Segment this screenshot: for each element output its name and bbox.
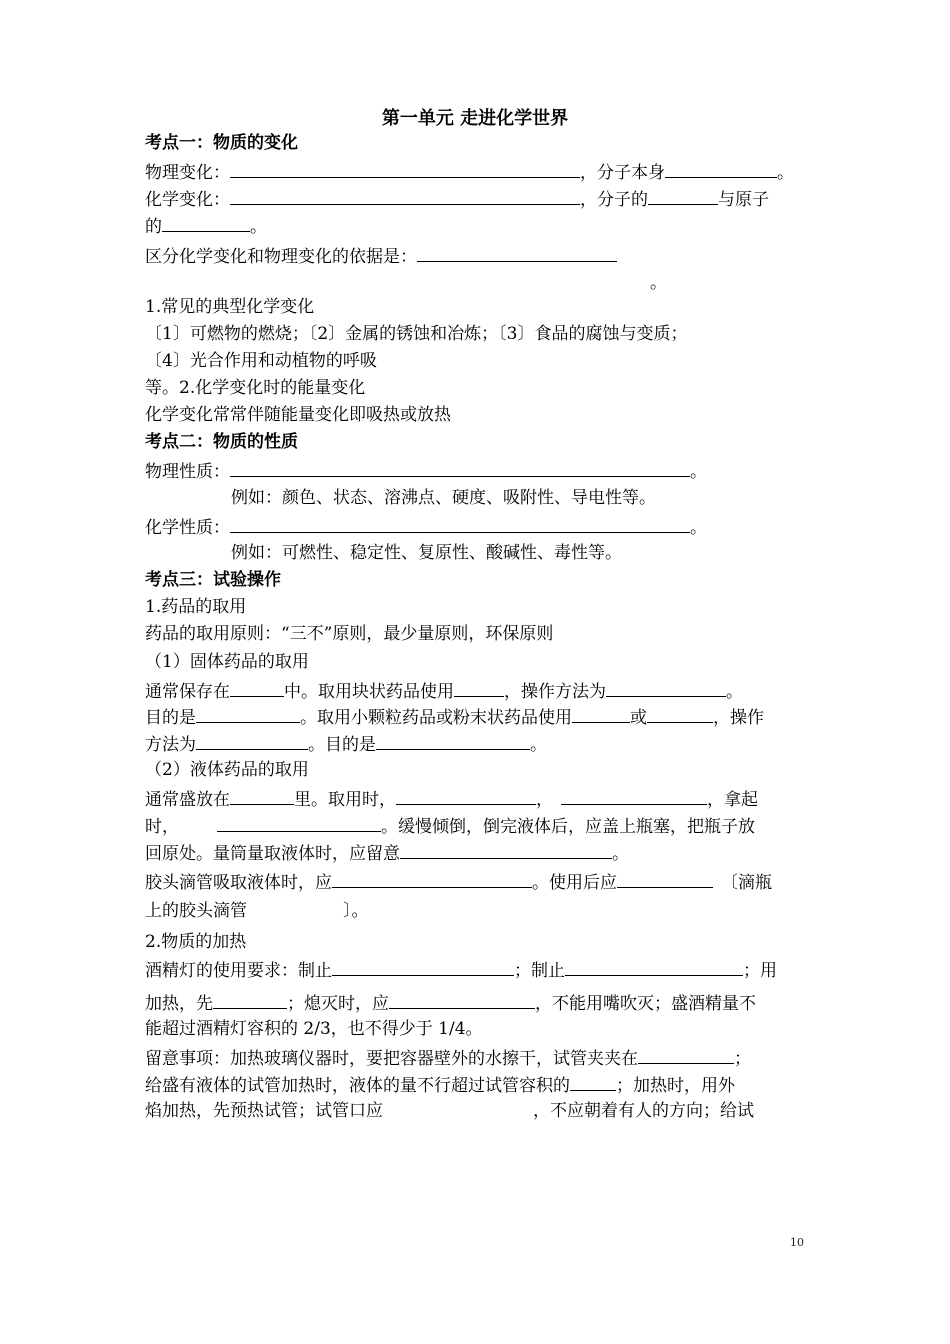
text: 上的胶头滴管 [145,901,247,921]
text: 回原处。量筒量取液体时，应留意 [145,844,400,864]
basis-end: 。 [650,273,667,293]
item-heating: 2.物质的加热 [145,932,247,952]
text: ，不应朝着有人的方向；给试 [533,1101,754,1121]
solid-line-1 [145,679,743,703]
text: 〕。 [343,901,369,921]
blank[interactable] [561,787,707,805]
section-heading-2: 考点二：物质的性质 [145,432,298,452]
text: 与原子 [718,190,769,210]
blank[interactable] [196,732,308,750]
heating-line-1 [145,958,777,982]
section-heading-1: 考点一：物质的变化 [145,133,298,153]
line-chemical-property [145,515,707,539]
solid-line-2 [145,705,764,729]
liquid-line-1 [145,787,758,811]
text: ；制止 [514,961,565,981]
blank[interactable] [454,679,504,697]
heating-line-2 [145,991,756,1015]
blank[interactable] [570,1073,616,1091]
text: ； [734,1049,751,1069]
blank[interactable] [230,459,690,477]
blank[interactable] [572,705,630,723]
chemical-property-example: 例如：可燃性、稳定性、复原性、酸碱性、毒性等。 [231,543,622,563]
blank[interactable] [332,870,532,888]
text: 通常盛放在 [145,790,230,810]
blank[interactable] [162,214,250,232]
energy-change-line: 化学变化常常伴随能量变化即吸热或放热 [145,405,451,425]
blank[interactable] [647,705,713,723]
line-chemical-change-cont [145,214,267,238]
liquid-line-2 [145,814,755,838]
text: 目的是 [145,708,196,728]
blank[interactable] [230,187,580,205]
text: 区分化学变化和物理变化的依据是： [145,247,417,267]
page-number: 10 [790,1236,804,1249]
line-basis [145,244,617,268]
blank[interactable] [617,870,713,888]
physical-property-example: 例如：颜色、状态、溶沸点、硬度、吸附性、导电性等。 [231,488,656,508]
text: ；加热时，用外 [616,1076,735,1096]
blank[interactable] [332,958,514,976]
blank[interactable] [638,1046,734,1064]
text: 给盛有液体的试管加热时，液体的量不行超过试管容积的 [145,1076,570,1096]
text: ，分子的 [580,190,648,210]
line-physical-change [145,160,794,184]
item-drug-taking: 1.药品的取用 [145,597,247,617]
blank[interactable] [217,814,381,832]
blank[interactable] [648,187,718,205]
text: 。 [726,682,743,702]
blank[interactable] [376,732,530,750]
solid-line-3 [145,732,547,756]
blank[interactable] [417,244,617,262]
text: 焰加热，先预热试管；试管口应 [145,1101,383,1121]
notice-line-1 [145,1046,751,1070]
text: ；熄灭时，应 [287,994,389,1014]
liquid-line-5 [145,900,369,922]
line-chemical-change [145,187,769,211]
text: 。 [777,163,794,183]
blank[interactable] [230,679,284,697]
text: ，操作方法为 [504,682,606,702]
text: ，分子本身 [580,163,665,183]
text: ；用 [743,961,777,981]
line-physical-property [145,459,707,483]
text: 胶头滴管吸取液体时，应 [145,873,332,893]
text: 。 [612,844,629,864]
text: 。 [530,735,547,755]
text: ， [536,790,553,810]
text: ，拿起 [707,790,758,810]
blank[interactable] [196,705,300,723]
page-title: 第一单元 走进化学世界 [381,108,569,129]
blank[interactable] [606,679,726,697]
blank[interactable] [230,787,294,805]
section-heading-3: 考点三：试验操作 [145,570,281,590]
notice-line-2 [145,1073,735,1097]
blank[interactable] [565,958,743,976]
blank[interactable] [396,787,536,805]
text: 方法为 [145,735,196,755]
text: 化学性质： [145,518,230,538]
heating-line-3: 能超过酒精灯容积的 2/3，也不得少于 1/4。 [145,1019,483,1039]
text: 。使用后应 [532,873,617,893]
text: 物理性质： [145,462,230,482]
text: 时， [145,817,179,837]
text: 。 [690,518,707,538]
text: 或 [630,708,647,728]
solid-subheading: （1）固体药品的取用 [145,652,309,672]
blank[interactable] [213,991,287,1009]
text: 。取用小颗粒药品或粉末状药品使用 [300,708,572,728]
text: ，操作 [713,708,764,728]
liquid-subheading: （2）液体药品的取用 [145,760,309,780]
text: 。 [250,217,267,237]
text: 加热，先 [145,994,213,1014]
blank[interactable] [389,991,535,1009]
text: 。目的是 [308,735,376,755]
blank[interactable] [400,841,612,859]
text: ，不能用嘴吹灭；盛酒精量不 [535,994,756,1014]
example-line-2: 〔4〕光合作用和动植物的呼吸 [145,351,377,371]
example-line-1: 〔1〕可燃物的燃烧；〔2〕金属的锈蚀和冶炼；〔3〕食品的腐蚀与变质； [145,324,688,344]
blank[interactable] [230,515,690,533]
text: 中。取用块状药品使用 [284,682,454,702]
text: 通常保存在 [145,682,230,702]
blank[interactable] [230,160,580,178]
text: 里。取用时， [294,790,396,810]
notice-line-3 [145,1100,754,1122]
example-line-3: 等。2.化学变化时的能量变化 [145,378,366,398]
text: 。缓慢倾倒，倒完液体后，应盖上瓶塞，把瓶子放 [381,817,755,837]
text: 。 [690,462,707,482]
principle-line: 药品的取用原则：“三不”原则，最少量原则，环保原则 [145,624,554,644]
item-typical-changes: 1.常见的典型化学变化 [145,297,315,317]
text: 留意事项：加热玻璃仪器时，要把容器壁外的水擦干，试管夹夹在 [145,1049,638,1069]
liquid-line-4 [145,870,772,894]
liquid-line-3 [145,841,629,865]
text: 物理变化： [145,163,230,183]
text: 酒精灯的使用要求：制止 [145,961,332,981]
text: 化学变化： [145,190,230,210]
text: 的 [145,217,162,237]
blank[interactable] [665,160,777,178]
text: 〔滴瓶 [721,873,772,893]
